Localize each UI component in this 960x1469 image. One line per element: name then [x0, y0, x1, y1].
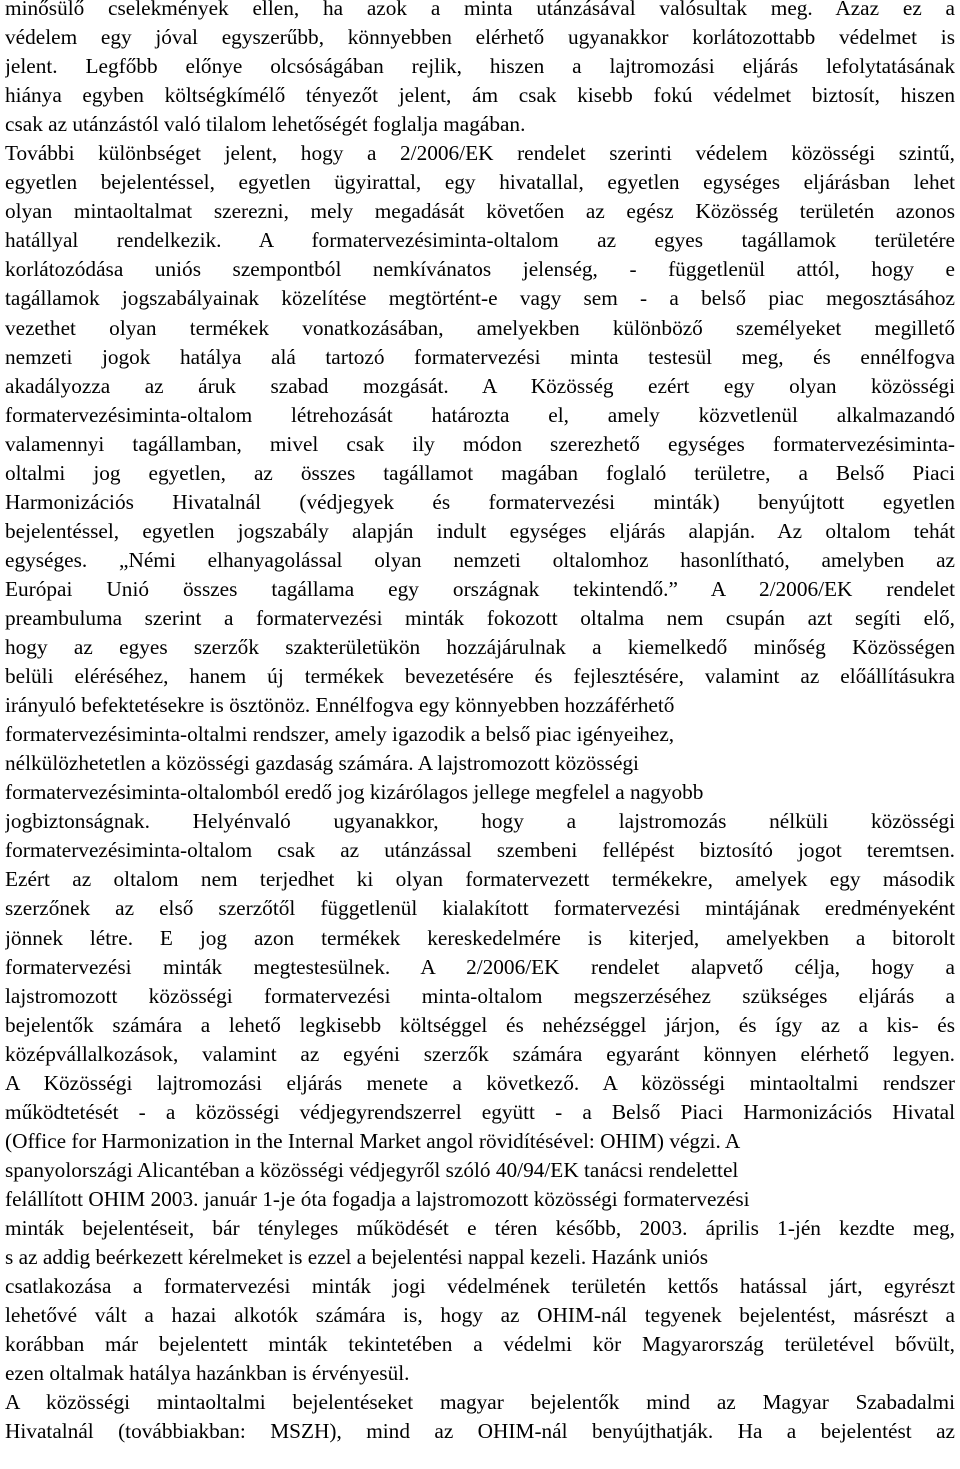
text-line: felállított OHIM 2003. január 1-je óta fogadja a lajstromozott közösségi formatervezési	[5, 1186, 750, 1211]
text-line: (Office for Harmonization in the Internal Market angol rövidítésével: OHIM) végzi. A	[5, 1128, 741, 1153]
document-page	[5, 0, 955, 1446]
text-line: oltalmi jog egyetlen, az összes tagállamot magában foglaló területre, a Belső Piaci	[5, 460, 955, 485]
text-line: védelem egy jóval egyszerűbb, könnyebben elérhető ugyanakkor korlátozottabb védelmet is	[5, 25, 955, 50]
text-line: A közösségi mintaoltalmi bejelentéseket magyar bejelentők mind az Magyar Szabadalmi	[5, 1390, 955, 1415]
text-line: középvállalkozások, valamint az egyéni szerzők számára egyaránt könnyen elérhető legyen.	[5, 1041, 955, 1066]
text-line: jelent. Legfőbb előnye olcsóságában rejlik, hiszen a lajtromozási eljárás lefolytatásának	[5, 54, 955, 79]
text-line: csak az utánzástól való tilalom lehetőségét foglalja magában.	[5, 112, 526, 137]
text-line: További különbséget jelent, hogy a 2/2006/EK rendelet szerinti védelem közösségi szintű,	[5, 141, 955, 166]
text-line: nélkülözhetetlen a közösségi gazdaság számára. A lajstromozott közösségi	[5, 751, 639, 776]
text-line: egyetlen bejelentéssel, egyetlen ügyirattal, egy hivatallal, egyetlen egységes eljárásban lehet	[5, 170, 955, 195]
text-line: spanyolországi Alicantéban a közösségi védjegyről szóló 40/94/EK tanácsi rendelettel	[5, 1157, 739, 1182]
text-line: formatervezésiminta-oltalmi rendszer, amely igazodik a belső piac igényeihez,	[5, 722, 675, 747]
text-line: olyan mintaoltalmat szerezni, mely megadását követően az egész Közösség területén azonos	[5, 199, 955, 224]
text-line: hatállyal rendelkezik. A formatervezésiminta-oltalom az egyes tagállamok területére	[5, 228, 955, 253]
text-line: nemzeti jogok hatálya alá tartozó formatervezési minta testesül meg, és ennélfogva	[5, 344, 955, 369]
text-line: belüli eléréséhez, hanem új termékek bevezetésére és fejlesztésére, valamint az előállításukra	[5, 664, 955, 689]
text-line: vezethet olyan termékek vonatkozásában, amelyekben különböző személyeket megillető	[5, 315, 955, 340]
text-line: formatervezési minták megtestesülnek. A 2/2006/EK rendelet alapvető célja, hogy a	[5, 954, 955, 979]
text-line: lehetővé vált a hazai alkotók számára is, hogy az OHIM-nál tegyenek bejelentést, másrészt a	[5, 1303, 955, 1328]
text-line: akadályozza az áruk szabad mozgását. A Közösség ezért egy olyan közösségi	[5, 373, 955, 398]
text-line: formatervezésiminta-oltalomból eredő jog kizárólagos jellege megfelel a nagyobb	[5, 780, 704, 805]
text-line: Hivatalnál (továbbiakban: MSZH), mind az OHIM-nál benyújthatják. Ha a bejelentést az	[5, 1419, 955, 1444]
text-line: preambuluma szerint a formatervezési minták fokozott oltalma nem csupán azt segíti elő,	[5, 605, 955, 630]
text-line: jogbiztonságnak. Helyénvaló ugyanakkor, hogy a lajstromozás nélküli közösségi	[5, 809, 955, 834]
text-line: csatlakozása a formatervezési minták jogi védelmének területén kettős hatással járt, egyrészt	[5, 1274, 955, 1299]
text-line: hogy az egyes szerzők szakterületükön hozzájárulnak a kiemelkedő minőség Közösségen	[5, 635, 955, 660]
text-line: formatervezésiminta-oltalom létrehozását határozta el, amely közvetlenül alkalmazandó	[5, 402, 955, 427]
text-line: Harmonizációs Hivatalnál (védjegyek és formatervezési minták) benyújtott egyetlen	[5, 489, 955, 514]
text-line: tagállamok jogszabályainak közelítése megtörtént-e vagy sem - a belső piac megosztásához	[5, 286, 955, 311]
text-line: irányuló befektetésekre is ösztönöz. Ennélfogva egy könnyebben hozzáférhető	[5, 693, 675, 718]
text-line: minták bejelentéseit, bár tényleges működését e téren később, 2003. április 1-jén kezdte meg,	[5, 1215, 955, 1240]
text-line: egységes. „Némi elhanyagolással olyan nemzeti oltalomhoz hasonlítható, amelyben az	[5, 547, 955, 572]
text-line: Ezért az oltalom nem terjedhet ki olyan formatervezett termékekre, amelyek egy második	[5, 867, 955, 892]
text-line: Európai Unió összes tagállama egy országnak tekintendő.” A 2/2006/EK rendelet	[5, 576, 955, 601]
text-line: bejelentők számára a lehető legkisebb költséggel és nehézséggel járjon, és így az a kis- és	[5, 1012, 955, 1037]
text-line: ezen oltalmak hatálya hazánkban is érvényesül.	[5, 1361, 410, 1386]
text-line: valamennyi tagállamban, mivel csak ily módon szerezhető egységes formatervezésiminta-	[5, 431, 955, 456]
text-line: szerzőnek az első szerzőtől függetlenül kialakított formatervezési mintájának eredményeként	[5, 896, 955, 921]
text-line: lajstromozott közösségi formatervezési minta-oltalom megszerzéséhez szükséges eljárás a	[5, 983, 955, 1008]
text-line: jönnek létre. E jog azon termékek kereskedelmére is kiterjed, amelyekben a bitorolt	[5, 925, 955, 950]
text-line: bejelentéssel, egyetlen jogszabály alapján indult egységes eljárás alapján. Az oltalom tehát	[5, 518, 955, 543]
text-line: minősülő cselekmények ellen, ha azok a minta utánzásával valósultak meg. Azaz ez a	[5, 0, 955, 20]
text-line: formatervezésiminta-oltalom csak az utánzással szembeni fellépést biztosító jogot teremtsen.	[5, 838, 955, 863]
text-line: hiánya egyben költségkímélő tényezőt jelent, ám csak kisebb fokú védelmet biztosít, hiszen	[5, 83, 955, 108]
text-line: s az addig beérkezett kérelmeket is ezzel a bejelentési nappal kezeli. Hazánk uniós	[5, 1245, 709, 1270]
text-line: korábban már bejelentett minták tekintetében a védelmi kör Magyarország területével bővült,	[5, 1332, 955, 1357]
text-line: A Közösségi lajtromozási eljárás menete a következő. A közösségi mintaoltalmi rendszer	[5, 1070, 955, 1095]
text-line: korlátozódása uniós szempontból nemkívánatos jelenség, - függetlenül attól, hogy e	[5, 257, 955, 282]
text-line: működtetését - a közösségi védjegyrendszerrel együtt - a Belső Piaci Harmonizációs Hivatal	[5, 1099, 955, 1124]
